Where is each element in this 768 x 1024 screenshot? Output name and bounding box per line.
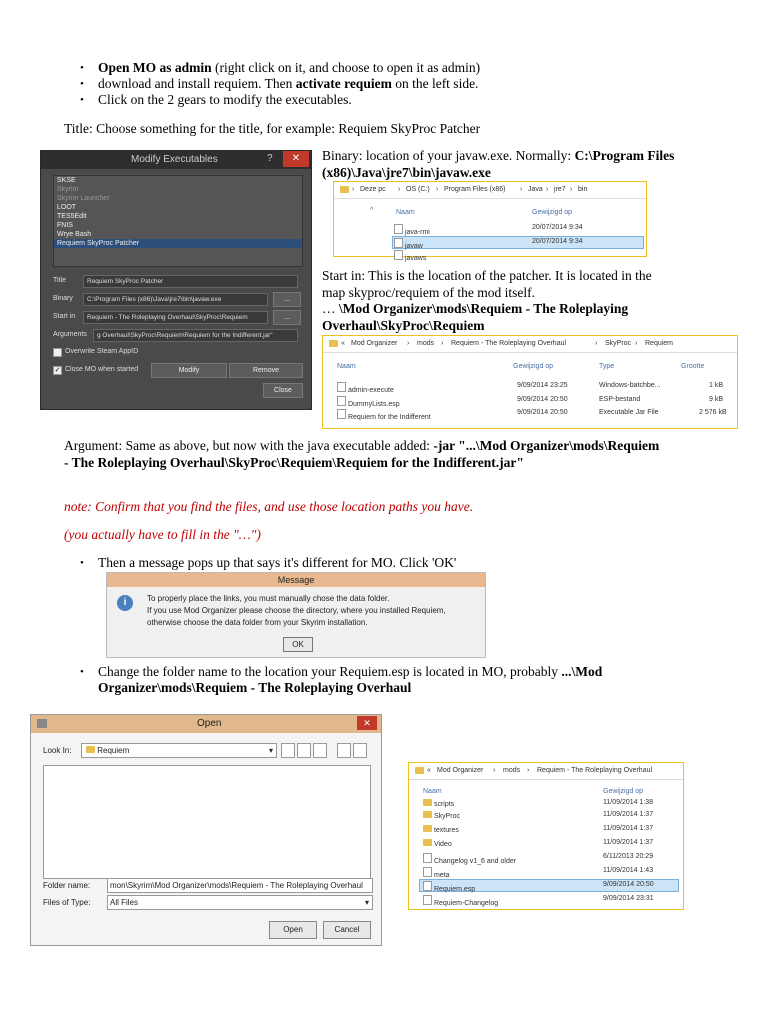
binary-instruction: Binary: location of your javaw.exe. Normally: C:\Program Files (x86)\Java\jre7\bin\javaw.exe: [322, 148, 675, 180]
list-item: • Then a message pops up that says it's different for MO. Click 'OK': [80, 555, 456, 571]
close-mo-checkbox[interactable]: ✓: [54, 367, 61, 374]
address-bar[interactable]: « Mod Organizer › mods › Requiem - The Roleplaying Overhaul › SkyProc › Requiem: [323, 336, 737, 353]
explorer-requiem-skyproc: [322, 335, 738, 429]
file-row[interactable]: admin-execute: [337, 382, 394, 394]
instruction-list-2: [80, 555, 456, 571]
file-date: 11/09/2014 1:38: [603, 799, 654, 806]
list-view-icon[interactable]: [337, 743, 351, 758]
arguments-field[interactable]: g Overhaul\SkyProc\Requiem\Requiem for the Indifferent.jar": [93, 329, 298, 342]
file-size: 1 kB: [709, 382, 724, 389]
address-bar[interactable]: « Mod Organizer › mods › Requiem - The Roleplaying Overhaul: [409, 763, 683, 780]
home-icon[interactable]: [297, 743, 311, 758]
browse-binary-button[interactable]: ...: [273, 292, 301, 307]
column-header-name[interactable]: Naam: [423, 788, 442, 795]
file-date: 11/09/2014 1:37: [603, 825, 654, 832]
startin-label: Start in: [53, 313, 76, 320]
file-date: 9/09/2014 23:31: [603, 895, 654, 902]
file-list-area[interactable]: [43, 765, 371, 879]
modify-button[interactable]: Modify: [151, 363, 227, 378]
column-header-type[interactable]: Type: [599, 363, 615, 370]
ok-button[interactable]: OK: [283, 637, 313, 652]
close-button[interactable]: Close: [263, 383, 303, 398]
list-item: • Change the folder name to the location your Requiem.esp is located in MO, probably ...\Mod Organizer\mods\Requiem - The Roleplaying Overhaul: [80, 664, 680, 696]
close-mo-label: Close MO when started: [65, 366, 139, 373]
collapse-icon[interactable]: ^: [370, 207, 374, 214]
instruction-list-3: [80, 664, 680, 696]
overwrite-appid-label: Overwrite Steam AppID: [65, 348, 139, 355]
file-row[interactable]: Requiem-Changelog: [423, 895, 498, 907]
message-text: To properly place the links, you must manually chose the data folder. If you use Mod Organizer please choose the directory, where you installed Requiem, otherwise choose the data folder from your Skyrim installation.: [147, 594, 446, 627]
file-date: 6/11/2013 20:29: [603, 853, 654, 860]
list-item: • Open MO as admin (right click on it, and choose to open it as admin): [80, 60, 480, 76]
folder-name-label: Folder name:: [43, 881, 91, 890]
file-row[interactable]: javaws: [394, 250, 426, 254]
list-item[interactable]: FNIS: [57, 222, 73, 229]
files-type-select[interactable]: All Files ▾: [107, 895, 373, 910]
file-row[interactable]: meta: [423, 867, 450, 879]
note-fill-in: (you actually have to fill in the "…"): [64, 527, 261, 542]
column-header-size[interactable]: Grootte: [681, 363, 705, 370]
list-item[interactable]: Wrye Bash: [57, 231, 92, 238]
remove-button[interactable]: Remove: [229, 363, 303, 378]
file-row[interactable]: DummyLists.esp: [337, 396, 400, 408]
list-item[interactable]: SKSE: [57, 177, 76, 184]
binary-field[interactable]: C:\Program Files (x86)\Java\jre7\bin\javaw.exe: [83, 293, 268, 306]
column-header-name[interactable]: Naam: [337, 363, 356, 370]
note-confirm: note: Confirm that you find the files, and use those location paths you have.: [64, 499, 474, 514]
look-in-select[interactable]: Requiem ▾: [81, 743, 277, 758]
new-folder-icon[interactable]: [313, 743, 327, 758]
selected-row[interactable]: [392, 236, 644, 249]
dialog-titlebar: [41, 151, 311, 169]
file-date: 11/09/2014 1:37: [603, 811, 654, 818]
binary-label: Binary: [53, 295, 73, 302]
file-row[interactable]: Requiem for the Indifferent: [337, 409, 431, 421]
dialog-title: Open: [197, 718, 222, 729]
file-row[interactable]: java-rmi: [394, 224, 430, 236]
message-dialog: [106, 572, 486, 658]
folder-row[interactable]: Video: [423, 839, 452, 848]
chevron-down-icon: ▾: [364, 898, 369, 907]
up-folder-icon[interactable]: [281, 743, 295, 758]
file-date: 9/09/2014 20:50: [603, 881, 654, 888]
argument-instruction: Argument: Same as above, but now with the java executable added: -jar "...\Mod Organizer\mods\Requiem - The Roleplaying Overhaul\SkyProc\Requiem\Requiem for the Indifferent.jar": [64, 438, 660, 470]
app-icon: [37, 719, 47, 728]
file-size: 9 kB: [709, 396, 724, 403]
title-field[interactable]: Requiem SkyProc Patcher: [83, 275, 298, 288]
column-header-date[interactable]: Gewijzigd op: [513, 363, 554, 370]
browse-startin-button[interactable]: ...: [273, 310, 301, 325]
file-date: 11/09/2014 1:43: [603, 867, 654, 874]
file-type: Windows-batchbe...: [599, 382, 661, 389]
startin-field[interactable]: Requiem - The Roleplaying Overhaul\SkyProc\Requiem: [83, 311, 268, 324]
list-item-selected[interactable]: Requiem SkyProc Patcher: [54, 239, 302, 248]
list-item[interactable]: LOOT: [57, 204, 77, 211]
instruction-list: [80, 60, 480, 108]
dialog-title: Modify Executables: [131, 154, 218, 165]
file-type: Executable Jar File: [599, 409, 659, 416]
file-row-selected[interactable]: Requiem.esp: [423, 881, 475, 893]
column-header-date[interactable]: Gewijzigd op: [603, 788, 644, 795]
modify-executables-dialog: [40, 150, 312, 410]
address-bar[interactable]: › Deze pc › OS (C:) › Program Files (x86) › Java › jre7 › bin: [334, 182, 646, 199]
folder-row[interactable]: scripts: [423, 799, 454, 804]
close-icon[interactable]: ✕: [283, 151, 309, 167]
startin-instruction: Start in: This is the location of the patcher. It is located in the map skyproc/requiem of the mod itself. … \Mod Organizer\mods\Requiem - The Roleplaying Overhaul\SkyProc\Requiem: [322, 268, 652, 333]
executables-list[interactable]: [53, 175, 303, 267]
arguments-label: Arguments: [53, 331, 87, 338]
close-icon[interactable]: ✕: [357, 716, 377, 730]
dialog-titlebar: [31, 715, 381, 733]
file-date: 9/09/2014 20:50: [517, 409, 568, 416]
list-item: • download and install requiem. Then activate requiem on the left side.: [80, 76, 480, 92]
title-instruction: Title: Choose something for the title, for example: Requiem SkyProc Patcher: [64, 121, 481, 136]
open-dialog: [30, 714, 382, 946]
list-item: • Click on the 2 gears to modify the executables.: [80, 92, 480, 108]
list-item[interactable]: TES5Edit: [57, 213, 87, 220]
dialog-title: Message: [107, 573, 485, 587]
look-in-label: Look In:: [43, 746, 72, 755]
cancel-button[interactable]: Cancel: [323, 921, 371, 939]
folder-row[interactable]: textures: [423, 825, 459, 834]
open-button[interactable]: Open: [269, 921, 317, 939]
file-date: 11/09/2014 1:37: [603, 839, 654, 846]
file-date: 20/07/2014 9:34: [532, 224, 583, 231]
file-date: 9/09/2014 20:50: [517, 396, 568, 403]
title-label: Title: [53, 277, 66, 284]
column-header-name[interactable]: Naam: [396, 209, 415, 216]
file-type: ESP-bestand: [599, 396, 641, 403]
details-view-icon[interactable]: [353, 743, 367, 758]
file-size: 2 576 kB: [699, 409, 727, 416]
help-icon[interactable]: ?: [267, 153, 273, 164]
folder-icon: [340, 186, 349, 195]
overwrite-appid-checkbox[interactable]: [53, 348, 62, 357]
file-row[interactable]: Changelog v1_6 and older: [423, 853, 516, 865]
explorer-java-bin: [333, 181, 647, 262]
info-icon: i: [117, 595, 133, 611]
column-header-date[interactable]: Gewijzigd op: [532, 209, 573, 216]
chevron-down-icon: ▾: [268, 746, 273, 755]
explorer-requiem-overhaul: [408, 762, 684, 910]
file-date: 20/07/2014 9:34: [532, 238, 583, 245]
file-row-selected[interactable]: javaw: [394, 238, 423, 250]
list-item[interactable]: Skyrim Launcher: [57, 195, 110, 202]
folder-row[interactable]: SkyProc: [423, 811, 460, 820]
files-type-label: Files of Type:: [43, 898, 91, 907]
list-item[interactable]: Skyrim: [57, 186, 79, 193]
file-date: 9/09/2014 23:25: [517, 382, 568, 389]
folder-name-input[interactable]: mon\Skyrim\Mod Organizer\mods\Requiem - The Roleplaying Overhaul: [107, 878, 373, 893]
